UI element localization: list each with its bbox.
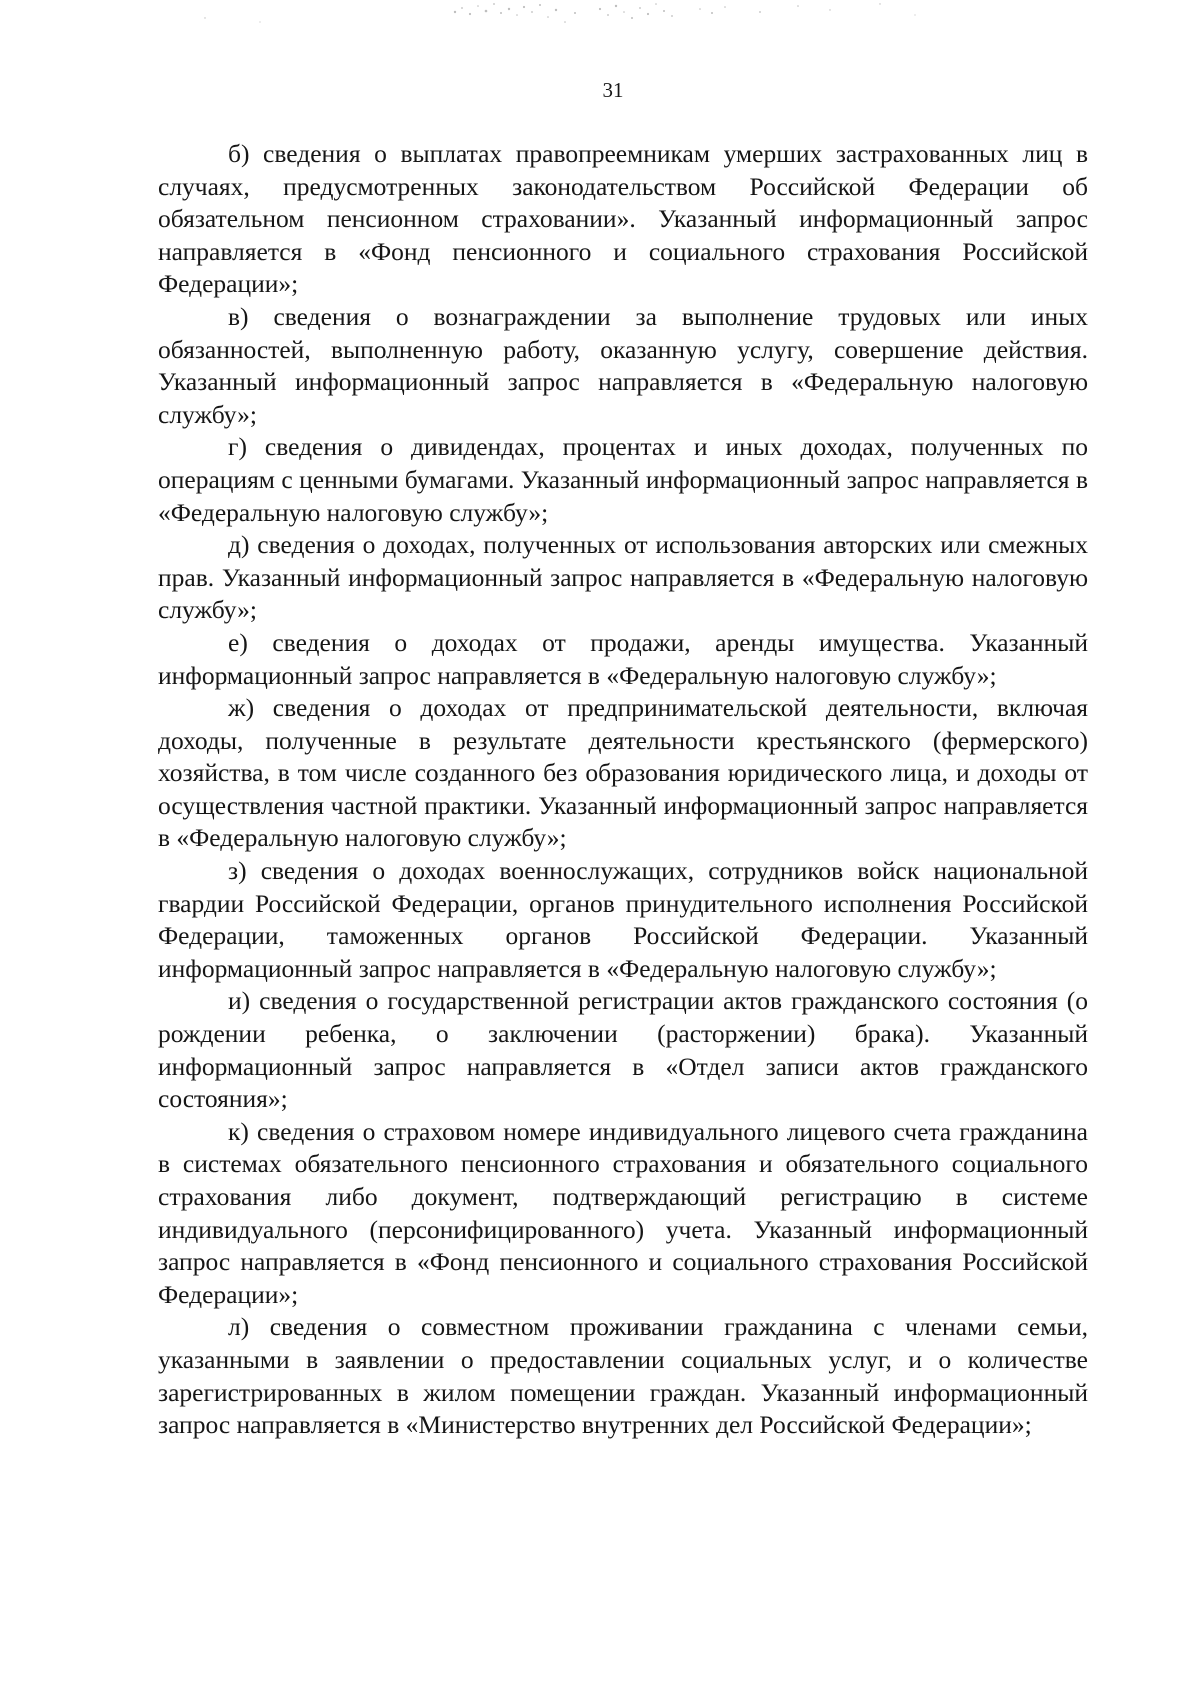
paragraph-b: б) сведения о выплатах правопреемникам умерших застрахованных лиц в случаях, предусмотренных законодательством Российской Федерации об обязательном пенсионном страховании». Указанный информационный запрос направляется в «Фонд пенсионного и социального страхования Российской Федерации»; <box>158 139 1088 299</box>
paragraph-e: е) сведения о доходах от продажи, аренды имущества. Указанный информационный запрос направляется в «Федеральную налоговую службу»; <box>158 627 1088 690</box>
scan-noise-top <box>0 0 1200 40</box>
paragraph-l: л) сведения о совместном проживании гражданина с членами семьи, указанными в заявлении о предоставлении социальных услуг, и о количестве зарегистрированных в жилом помещении граждан. Указанный информационный запрос направляется в «Министерство внутренних дел Российской Федерации»; <box>158 1312 1088 1440</box>
paragraph-k: к) сведения о страховом номере индивидуального лицевого счета гражданина в системах обязательного пенсионного страхования и обязательного социального страхования либо документ, подтверждающий регистрацию в системе индивидуального (персонифицированного) учета. Указанный информационный запрос направляется в «Фонд пенсионного и социального страхования Российской Федерации»; <box>158 1116 1088 1309</box>
paragraph-zh: ж) сведения о доходах от предпринимательской деятельности, включая доходы, полученные в результате деятельности крестьянского (фермерского) хозяйства, в том числе созданного без образования юридического лица, и доходы от осуществления частной практики. Указанный информационный запрос направляется в «Федеральную налоговую службу»; <box>158 693 1088 853</box>
paragraph-z: з) сведения о доходах военнослужащих, сотрудников войск национальной гвардии Российской Федерации, органов принудительного исполнения Российской Федерации, таможенных органов Российской Федерации. Указанный информационный запрос направляется в «Федеральную налоговую службу»; <box>158 856 1088 983</box>
paragraph-i: и) сведения о государственной регистрации актов гражданского состояния (о рождении ребенка, о заключении (расторжении) брака). Указанный информационный запрос направляется в «Отдел записи актов гражданского состояния»; <box>158 986 1088 1114</box>
paragraph-d: д) сведения о доходах, полученных от использования авторских или смежных прав. Указанный информационный запрос направляется в «Федеральную налоговую службу»; <box>158 530 1088 625</box>
page-number: 31 <box>602 78 624 102</box>
paragraph-v: в) сведения о вознаграждении за выполнение трудовых или иных обязанностей, выполненную работу, оказанную услугу, совершение действия. Указанный информационный запрос направляется в «Федеральную налоговую службу»; <box>158 301 1088 429</box>
paragraph-g: г) сведения о дивидендах, процентах и иных доходах, полученных по операциям с ценными бумагами. Указанный информационный запрос направляется в «Федеральную налоговую службу»; <box>158 432 1088 527</box>
document-body <box>158 138 1088 1442</box>
